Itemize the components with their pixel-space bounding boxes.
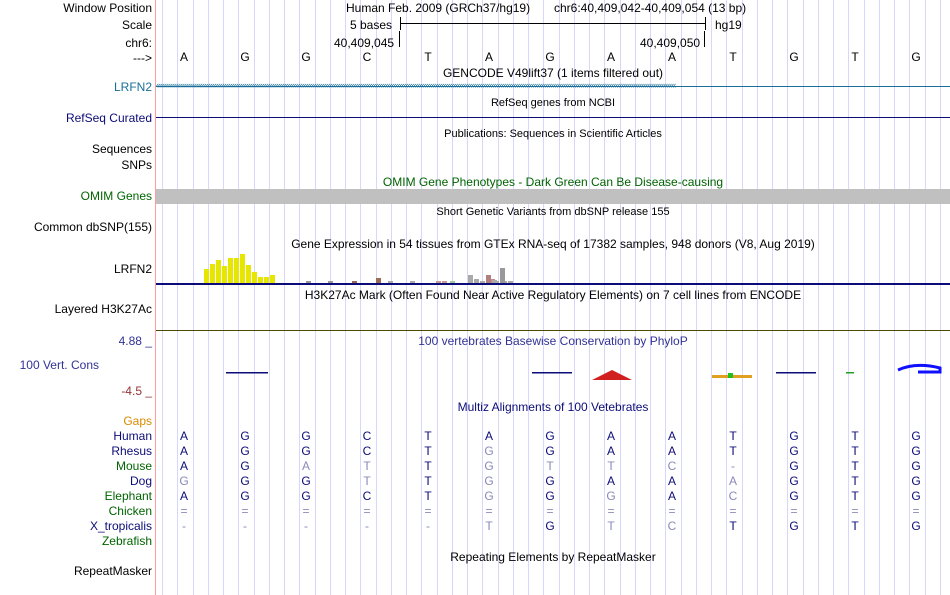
alignment-base: C <box>728 489 738 503</box>
alignment-base: T <box>851 429 859 443</box>
alignment-base: T <box>424 429 432 443</box>
alignment-base: G <box>179 474 189 488</box>
alignment-base: = <box>912 504 920 518</box>
alignment-base: G <box>911 444 921 458</box>
alignment-base: - <box>365 519 369 533</box>
alignment-base: C <box>362 444 372 458</box>
label-100-vert-cons[interactable]: 100 Vert. Cons <box>19 358 99 372</box>
label-species-mouse[interactable]: Mouse <box>115 459 152 473</box>
label-sequences[interactable]: Sequences <box>91 142 152 156</box>
alignment-base: = <box>302 504 310 518</box>
ruler-base: A <box>606 50 615 64</box>
gtex-tissue-bar[interactable] <box>240 254 245 283</box>
gtex-tissue-bar[interactable] <box>228 258 233 283</box>
label-refseq-curated[interactable]: RefSeq Curated <box>65 111 152 125</box>
alignment-base: T <box>851 444 859 458</box>
ruler-base: G <box>240 50 250 64</box>
title-repeatmasker: Repeating Elements by RepeatMasker <box>450 550 656 564</box>
ruler-base: A <box>179 50 188 64</box>
ruler-base: G <box>789 50 799 64</box>
alignment-base: A <box>667 444 676 458</box>
alignment-base: - <box>426 519 430 533</box>
phylop-mark-g3 <box>776 372 816 374</box>
label-species-dog[interactable]: Dog <box>129 474 152 488</box>
phylop-mark-t3 <box>846 372 854 374</box>
gtex-tissue-bar[interactable] <box>500 268 505 283</box>
alignment-base: G <box>545 444 555 458</box>
label-species-elephant[interactable]: Elephant <box>104 489 152 503</box>
title-gtex: Gene Expression in 54 tissues from GTEx RNA-seq of 17382 samples, 948 donors (V8, Aug 2019) <box>291 237 815 251</box>
alignment-base: G <box>789 474 799 488</box>
label-strand-arrow: ---> <box>133 51 152 65</box>
alignment-base: A <box>179 429 188 443</box>
alignment-base: G <box>301 474 311 488</box>
alignment-base: G <box>240 459 250 473</box>
ruler-base: G <box>545 50 555 64</box>
alignment-base: = <box>424 504 432 518</box>
alignment-base: G <box>911 429 921 443</box>
alignment-base: G <box>484 444 494 458</box>
title-refseq: RefSeq genes from NCBI <box>490 97 616 109</box>
alignment-base: G <box>789 489 799 503</box>
label-snps[interactable]: SNPs <box>121 158 152 172</box>
gtex-tissue-bar[interactable] <box>252 272 257 283</box>
label-common-dbsnp[interactable]: Common dbSNP(155) <box>33 220 152 234</box>
alignment-base: A <box>484 429 493 443</box>
alignment-base: G <box>240 444 250 458</box>
alignment-base: G <box>545 474 555 488</box>
position-text: chr6:40,409,042-40,409,054 (13 bp) <box>554 1 747 15</box>
scale-label: 5 bases <box>350 18 393 32</box>
alignment-base: T <box>851 519 859 533</box>
alignment-base: G <box>484 459 494 473</box>
track-labels <box>0 0 155 595</box>
alignment-base: = <box>790 504 798 518</box>
title-gencode: GENCODE V49lift37 (1 items filtered out) <box>442 66 664 80</box>
alignment-base: G <box>484 474 494 488</box>
alignment-base: T <box>485 519 493 533</box>
alignment-base: - <box>304 519 308 533</box>
alignment-base: G <box>545 429 555 443</box>
scale-bar-left-tick <box>400 17 401 30</box>
alignment-base: G <box>606 489 616 503</box>
omim-gene-bar[interactable] <box>156 189 950 204</box>
gencode-strand-chevrons: ‹‹‹‹‹‹‹‹‹‹‹‹‹‹‹‹‹‹‹‹‹‹‹‹‹‹‹‹‹‹‹‹‹‹‹‹‹‹‹‹‹‹‹‹‹‹‹‹‹‹‹‹‹‹‹‹‹‹‹‹‹‹‹‹‹‹‹‹‹‹‹‹‹‹‹‹‹‹‹‹‹‹‹‹‹‹‹‹‹‹‹‹‹‹‹‹‹‹‹‹‹‹‹‹‹‹‹‹‹‹‹‹‹‹‹‹‹‹‹‹‹‹‹‹‹‹‹‹‹‹‹‹‹‹‹‹‹‹‹‹‹‹‹‹‹‹‹‹‹‹‹‹‹‹‹‹‹‹‹‹‹‹‹‹‹‹‹‹‹‹‹‹‹‹‹‹‹‹‹‹‹‹‹‹‹‹‹‹‹‹‹‹‹‹‹‹‹‹‹‹‹‹‹‹‹‹‹‹‹‹‹‹‹‹‹‹‹‹‹‹‹‹‹‹‹‹‹‹‹‹‹‹‹‹‹‹‹‹‹‹‹‹‹‹‹‹‹‹‹‹‹‹‹‹‹‹‹‹‹‹ <box>156 81 676 90</box>
ruler-base: T <box>851 50 859 64</box>
label-lrfn2-gencode[interactable]: LRFN2 <box>113 80 152 94</box>
phylop-logo-a <box>592 370 632 380</box>
label-repeatmasker[interactable]: RepeatMasker <box>73 564 152 578</box>
coord-right-tick <box>704 31 705 47</box>
gtex-tissue-bar[interactable] <box>246 265 251 283</box>
alignment-base: A <box>606 474 615 488</box>
gtex-tissue-bar[interactable] <box>204 269 209 283</box>
alignment-base: A <box>667 474 676 488</box>
scale-bar <box>400 23 706 24</box>
alignment-base: G <box>911 489 921 503</box>
alignment-base: T <box>546 459 554 473</box>
scale-db: hg19 <box>715 18 742 32</box>
alignment-base: - <box>182 519 186 533</box>
gtex-tissue-bar[interactable] <box>210 264 215 283</box>
alignment-base: A <box>606 429 615 443</box>
alignment-base: T <box>851 474 859 488</box>
alignment-base: = <box>668 504 676 518</box>
gtex-tissue-bar[interactable] <box>486 275 491 283</box>
label-species-human[interactable]: Human <box>113 429 152 443</box>
alignment-base: T <box>607 459 615 473</box>
alignment-base: - <box>243 519 247 533</box>
label-layered-h3k27ac[interactable]: Layered H3K27Ac <box>54 302 152 316</box>
scale-bar-right-tick <box>705 17 706 30</box>
alignment-base: G <box>240 429 250 443</box>
label-window-position: Window Position <box>63 1 152 15</box>
alignment-base: T <box>363 474 371 488</box>
alignment-base: C <box>667 519 677 533</box>
alignment-base: = <box>485 504 493 518</box>
label-gaps[interactable]: Gaps <box>123 414 152 428</box>
alignment-base: A <box>179 489 188 503</box>
alignment-base: A <box>606 444 615 458</box>
ruler-base: T <box>729 50 737 64</box>
gtex-tissue-bar[interactable] <box>234 258 239 283</box>
alignment-base: A <box>667 429 676 443</box>
h3k27ac-baseline <box>156 330 950 331</box>
label-omim-genes[interactable]: OMIM Genes <box>80 189 152 203</box>
alignment-base: G <box>789 459 799 473</box>
refseq-gene-line[interactable] <box>156 117 950 118</box>
alignment-base: = <box>241 504 249 518</box>
alignment-base: G <box>789 444 799 458</box>
assembly-name: Human Feb. 2009 (GRCh37/hg19) <box>346 1 531 15</box>
ruler-base: C <box>362 50 372 64</box>
ruler-base: G <box>301 50 311 64</box>
alignment-base: G <box>911 459 921 473</box>
label-species-zebrafish[interactable]: Zebrafish <box>101 534 152 548</box>
title-multiz: Multiz Alignments of 100 Vetebrates <box>457 400 649 414</box>
alignment-base: C <box>362 429 372 443</box>
alignment-base: = <box>851 504 859 518</box>
alignment-base: G <box>789 429 799 443</box>
alignment-base: G <box>789 519 799 533</box>
label-lrfn2-gtex[interactable]: LRFN2 <box>113 262 152 276</box>
phylop-mark-g2 <box>532 372 572 374</box>
coord-left: 40,409,045 <box>334 36 395 50</box>
phylop-logo-g <box>898 365 940 372</box>
label-chr: chr6: <box>125 36 152 50</box>
coord-right: 40,409,050 <box>640 36 701 50</box>
alignment-base: C <box>362 489 372 503</box>
label-phylop-max: 4.88 _ <box>118 334 152 348</box>
alignment-base: G <box>911 474 921 488</box>
ruler-base: A <box>667 50 676 64</box>
label-species-rhesus[interactable]: Rhesus <box>111 444 152 458</box>
alignment-base: = <box>729 504 737 518</box>
title-phylop: 100 vertebrates Basewise Conservation by PhyloP <box>418 334 688 348</box>
alignment-base: = <box>180 504 188 518</box>
ruler-base: T <box>424 50 432 64</box>
alignment-base: G <box>911 519 921 533</box>
coord-left-tick <box>399 31 400 47</box>
alignment-base: T <box>424 489 432 503</box>
title-h3k27ac: H3K27Ac Mark (Often Found Near Active Regulatory Elements) on 7 cell lines from ENCODE <box>304 288 802 302</box>
alignment-base: T <box>424 459 432 473</box>
alignment-base: = <box>546 504 554 518</box>
gtex-tissue-bar[interactable] <box>216 260 221 283</box>
gtex-tissue-bar[interactable] <box>468 275 473 283</box>
alignment-base: T <box>607 519 615 533</box>
alignment-base: T <box>729 444 737 458</box>
phylop-logo-t2 <box>728 373 733 378</box>
alignment-base: G <box>240 474 250 488</box>
alignment-base: G <box>545 489 555 503</box>
alignment-base: T <box>424 444 432 458</box>
gtex-tissue-bar[interactable] <box>222 266 227 283</box>
alignment-base: T <box>729 429 737 443</box>
alignment-base: A <box>179 459 188 473</box>
alignment-base: - <box>731 459 735 473</box>
alignment-base: T <box>851 459 859 473</box>
gtex-baseline <box>156 283 950 285</box>
phylop-logos <box>156 358 950 388</box>
title-dbsnp: Short Genetic Variants from dbSNP release 155 <box>436 206 670 218</box>
title-omim: OMIM Gene Phenotypes - Dark Green Can Be Disease-causing <box>382 175 724 189</box>
alignment-base: = <box>607 504 615 518</box>
phylop-mark-g1 <box>226 372 268 374</box>
label-species-x-tropicalis[interactable]: X_tropicalis <box>89 519 152 533</box>
alignment-base: = <box>363 504 371 518</box>
alignment-base: A <box>179 444 188 458</box>
alignment-base: G <box>301 444 311 458</box>
alignment-base: G <box>301 489 311 503</box>
alignment-base: A <box>667 489 676 503</box>
alignment-base: G <box>301 429 311 443</box>
label-phylop-min: -4.5 _ <box>121 384 152 398</box>
alignment-base: C <box>667 459 677 473</box>
title-publications: Publications: Sequences in Scientific Articles <box>444 128 662 140</box>
alignment-base: G <box>545 519 555 533</box>
gtex-tissue-bar[interactable] <box>270 275 275 283</box>
alignment-base: A <box>301 459 310 473</box>
label-scale: Scale <box>121 18 152 32</box>
alignment-base: G <box>240 489 250 503</box>
alignment-base: T <box>424 474 432 488</box>
alignment-base: T <box>729 519 737 533</box>
ruler-base: G <box>911 50 921 64</box>
alignment-base: G <box>484 489 494 503</box>
alignment-base: A <box>728 474 737 488</box>
label-species-chicken[interactable]: Chicken <box>108 504 152 518</box>
track-image[interactable] <box>156 0 950 595</box>
alignment-base: T <box>851 489 859 503</box>
ruler-base: A <box>484 50 493 64</box>
alignment-base: T <box>363 459 371 473</box>
